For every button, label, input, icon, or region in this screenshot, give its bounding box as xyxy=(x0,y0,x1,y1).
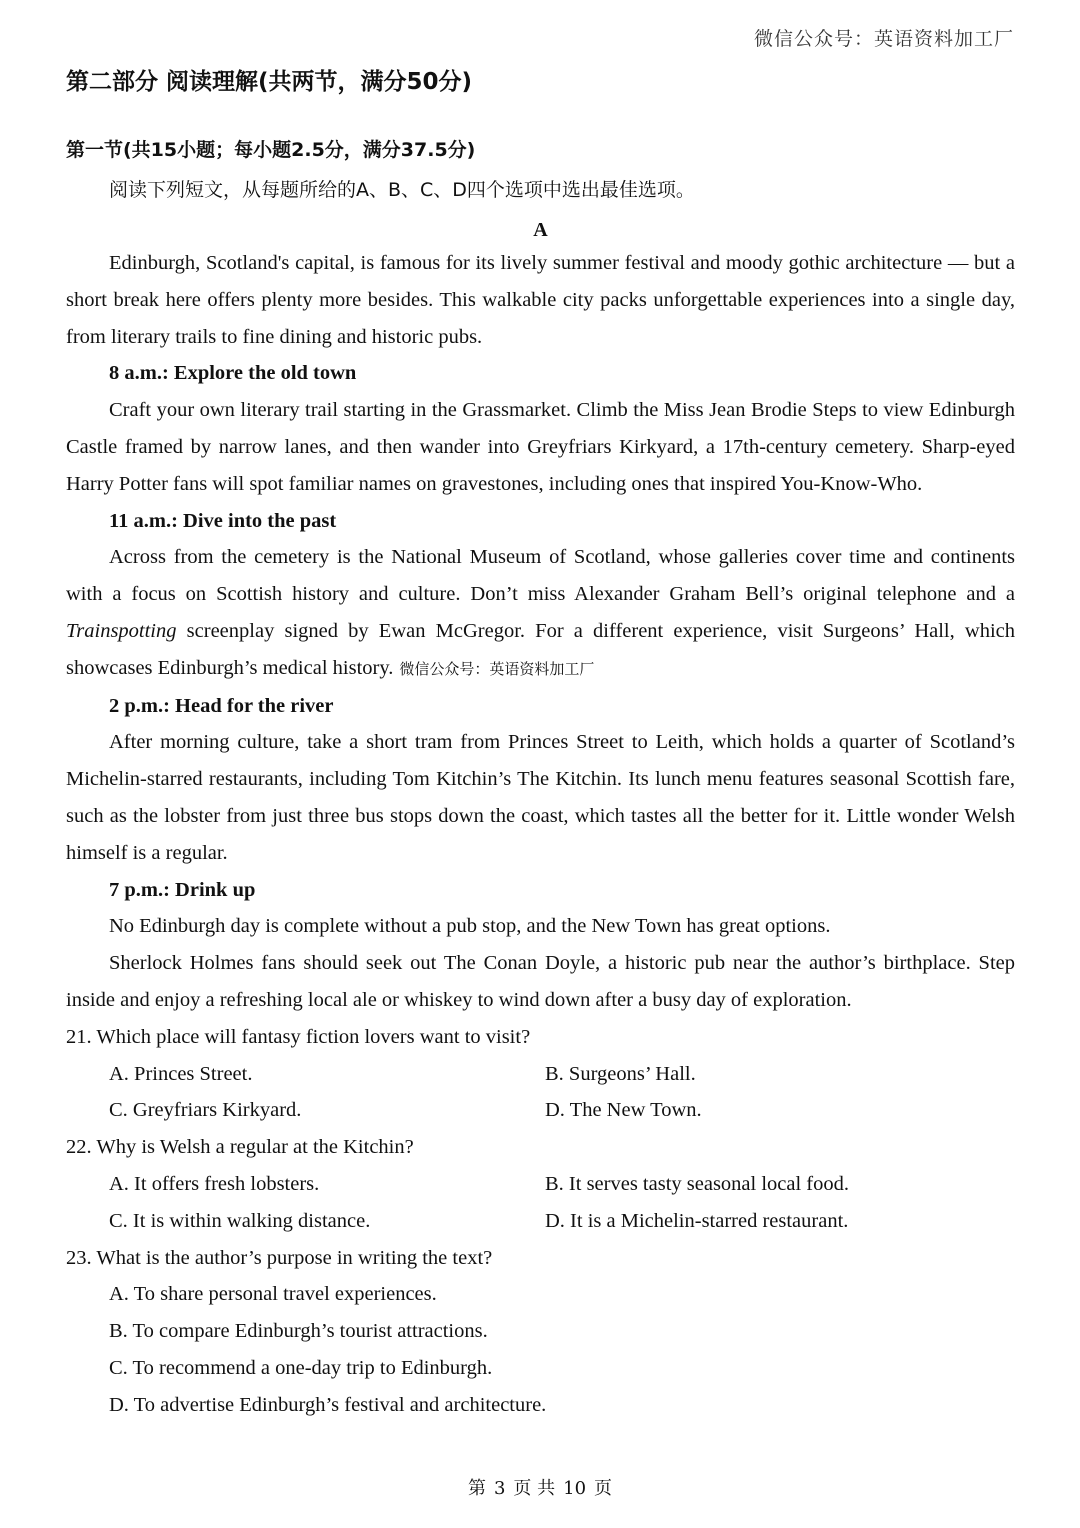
paragraph-museum-part2: screenplay signed by Ewan McGregor. For a different experience, visit Surgeons’ Hall, which showcases Edinburgh’s medical history. xyxy=(66,619,1015,679)
question-21-options-row2 xyxy=(66,1092,1015,1129)
subhead-11am: 11 a.m.: Dive into the past xyxy=(109,509,337,532)
footer-middle: 页 共 xyxy=(513,1478,556,1499)
footer-page-number: 3 xyxy=(493,1478,506,1499)
subhead-2pm: 2 p.m.: Head for the river xyxy=(109,694,334,717)
question-23-stem: 23. What is the author’s purpose in writing the text? xyxy=(66,1246,493,1269)
subhead-8am: 8 a.m.: Explore the old town xyxy=(109,362,357,385)
question-23-option-c: C. To recommend a one-day trip to Edinburgh. xyxy=(109,1356,493,1379)
part-title: 第二部分 阅读理解(共两节，满分50分) xyxy=(66,69,473,95)
page-footer xyxy=(0,1474,1080,1500)
question-21-option-d: D. The New Town. xyxy=(545,1099,702,1122)
question-21-options-row1 xyxy=(66,1056,1015,1093)
question-22-option-a: A. It offers fresh lobsters. xyxy=(109,1172,320,1195)
footer-suffix: 页 xyxy=(594,1478,613,1499)
paragraph-pub: Sherlock Holmes fans should seek out The Conan Doyle, a historic pub near the author’s birthplace. Step inside and enjoy a refreshing local ale or whiskey to wind down after a busy day of exploration. xyxy=(66,952,1015,1011)
section-title: 第一节(共15小题；每小题2.5分，满分37.5分) xyxy=(66,139,476,161)
question-22-option-b: B. It serves tasty seasonal local food. xyxy=(545,1172,850,1195)
paragraph-museum xyxy=(66,539,1015,687)
question-21-option-b: B. Surgeons’ Hall. xyxy=(545,1062,696,1085)
question-22-options-row2 xyxy=(66,1203,1015,1240)
question-21-stem: 21. Which place will fantasy fiction lovers want to visit? xyxy=(66,1025,531,1048)
paragraph-museum-part1: Across from the cemetery is the National Museum of Scotland, whose galleries cover time and continents with a focus on Scottish history and culture. Don’t miss Alexander Graham Bell’s original telephone and a xyxy=(66,546,1015,606)
paragraph-old-town: Craft your own literary trail starting in the Grassmarket. Climb the Miss Jean Brodie Steps to view Edinburgh Castle framed by narrow lanes, and then wander into Greyfriars Kirkyard, a 17th-century cemetery. Sharp-eyed Harry Potter fans will spot familiar names on gravestones, including ones that inspired You-Know-Who. xyxy=(66,399,1015,495)
passage-intro: Edinburgh, Scotland's capital, is famous for its lively summer festival and moody gothic architecture — but a short break here offers plenty more besides. This walkable city packs unforgettable experiences into a single day, from literary trails to fine dining and historic pubs. xyxy=(66,252,1015,348)
question-23-option-d: D. To advertise Edinburgh’s festival and architecture. xyxy=(109,1393,547,1416)
section-instructions: 阅读下列短文，从每题所给的A、B、C、D四个选项中选出最佳选项。 xyxy=(109,179,695,201)
passage-letter: A xyxy=(533,219,548,241)
subhead-7pm: 7 p.m.: Drink up xyxy=(109,878,256,901)
inline-watermark: 微信公众号：英语资料加工厂 xyxy=(399,659,595,678)
footer-total-pages: 10 xyxy=(563,1478,587,1499)
paragraph-river: After morning culture, take a short tram from Princes Street to Leith, which holds a quarter of Scotland’s Michelin-starred restaurants, including Tom Kitchin’s The Kitchin. Its lunch menu features seasonal Scottish fare, such as the lobster from just three bus stops down the coast, which tastes all the better for it. Little wonder Welsh himself is a regular. xyxy=(66,731,1015,864)
question-22-stem: 22. Why is Welsh a regular at the Kitchin? xyxy=(66,1136,414,1159)
question-23-option-b: B. To compare Edinburgh’s tourist attractions. xyxy=(109,1320,488,1343)
page-content xyxy=(66,62,1015,1424)
question-21-option-a: A. Princes Street. xyxy=(109,1062,253,1085)
footer-prefix: 第 xyxy=(467,1478,486,1499)
question-23-option-a: A. To share personal travel experiences. xyxy=(109,1283,437,1306)
question-22-option-c: C. It is within walking distance. xyxy=(109,1209,371,1232)
question-22-option-d: D. It is a Michelin-starred restaurant. xyxy=(545,1209,849,1232)
header-watermark: 微信公众号：英语资料加工厂 xyxy=(753,28,1014,50)
paragraph-pub-intro: No Edinburgh day is complete without a pub stop, and the New Town has great options. xyxy=(109,915,831,938)
question-22-options-row1 xyxy=(66,1166,1015,1203)
question-21-option-c: C. Greyfriars Kirkyard. xyxy=(109,1099,302,1122)
trainspotting-title: Trainspotting xyxy=(66,619,177,642)
